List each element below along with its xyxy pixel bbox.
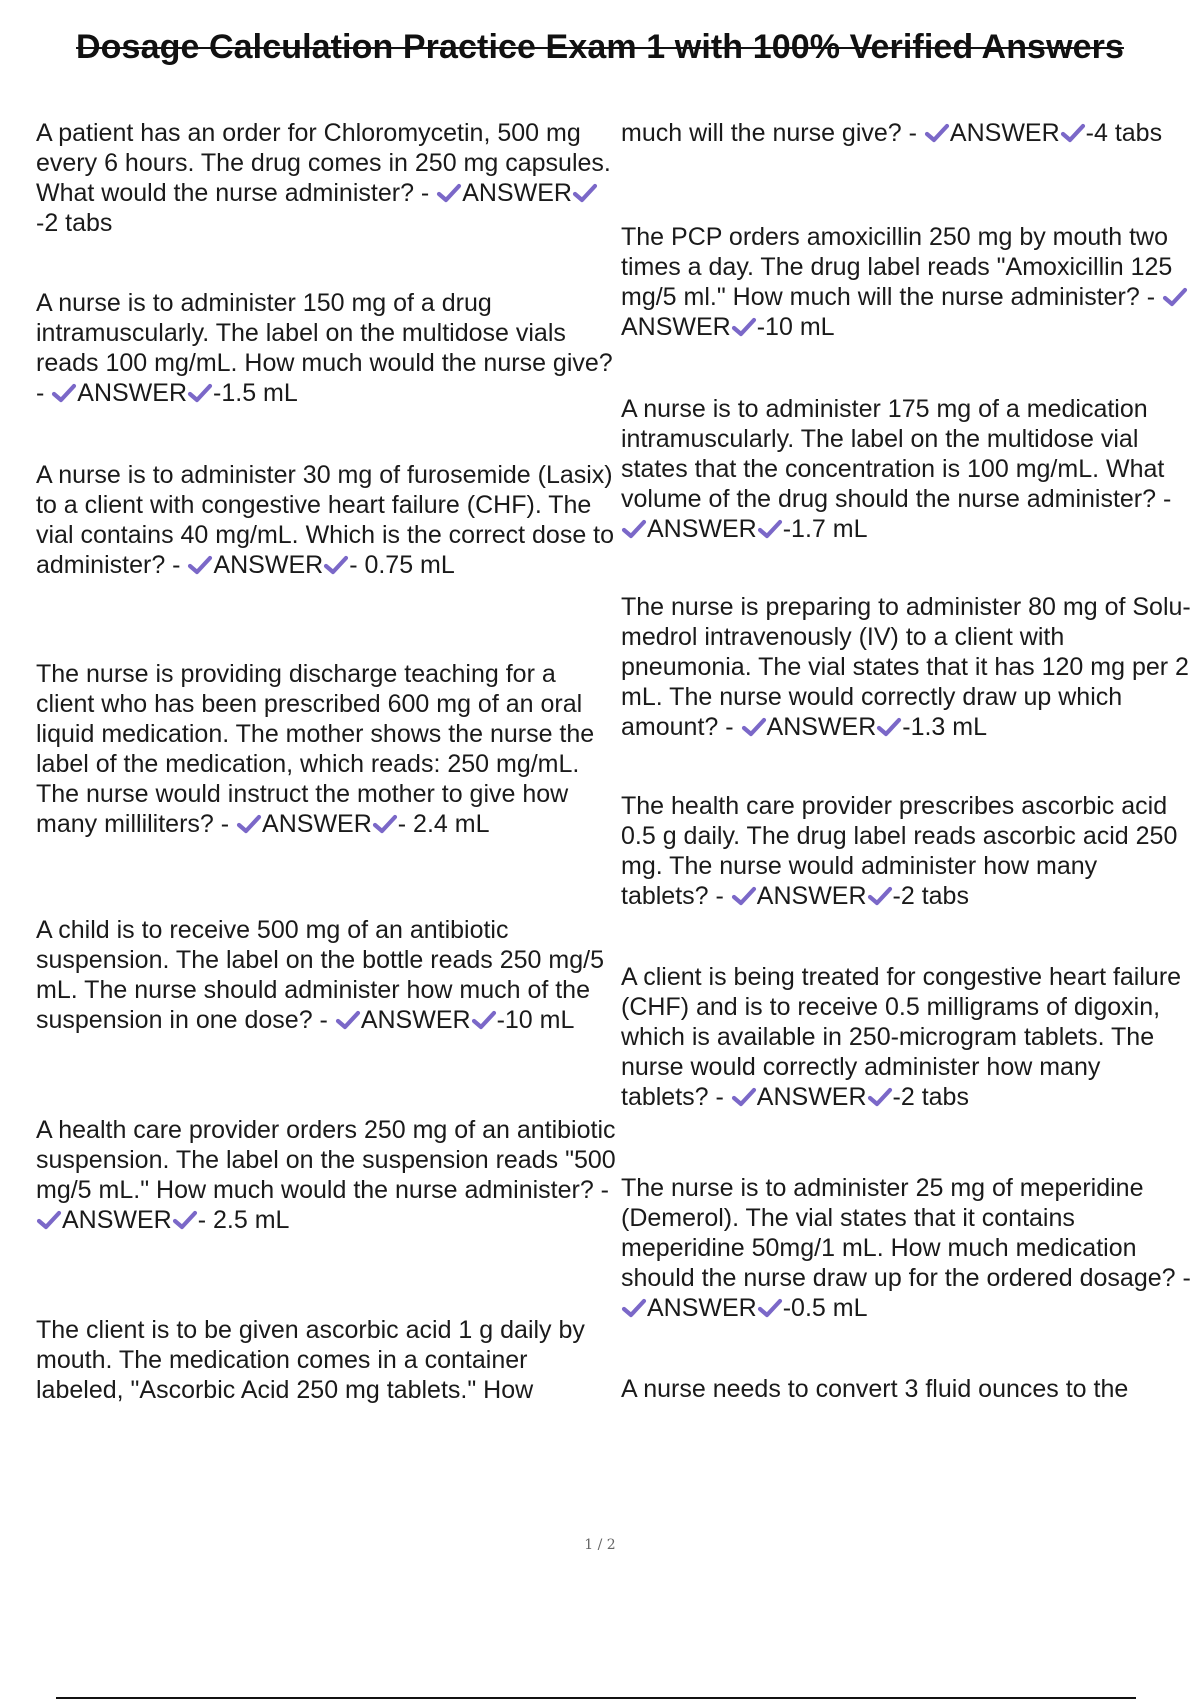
qa-item	[36, 1115, 616, 1235]
answer-value: -1.7 mL	[782, 515, 868, 543]
answer-value: -2 tabs	[892, 1083, 969, 1111]
answer-label: ANSWER	[756, 882, 867, 910]
question-text: A client is being treated for congestive heart failure (CHF) and is to receive 0.5 milligrams of digoxin, which is available in 250-microgram tablets. The nurse would correctly administer how many tablets? -	[621, 963, 1182, 1111]
checkmark-icon	[335, 1009, 361, 1031]
answer-label: ANSWER	[621, 313, 731, 341]
checkmark-icon	[731, 316, 757, 338]
question-text: A child is to receive 500 mg of an antibiotic suspension. The label on the bottle reads 250 mg/5 mL. The nurse should administer how much of the suspension in one dose? -	[36, 916, 604, 1034]
checkmark-icon	[323, 554, 349, 576]
checkmark-icon	[731, 1086, 757, 1108]
answer-label: ANSWER	[262, 810, 372, 838]
checkmark-icon	[436, 182, 462, 204]
question-text: The nurse is providing discharge teaching for a client who has been prescribed 600 mg of an oral liquid medication. The mother shows the nurse the label of the medication, which reads: 250 mg/mL. The nurse would instruct the mother to give how many milliliters? -	[36, 660, 595, 838]
checkmark-icon	[731, 885, 757, 907]
answer-value: - 2.5 mL	[197, 1206, 290, 1234]
answer-label: ANSWER	[647, 515, 757, 543]
checkmark-icon	[876, 716, 902, 738]
answer-value: - 0.75 mL	[349, 551, 455, 579]
question-text: The nurse is preparing to administer 80 mg of Solu-medrol intravenously (IV) to a client with pneumonia. The vial states that it has 120 mg per 2 mL. The nurse would correctly draw up which amount? -	[621, 593, 1191, 741]
answer-label: ANSWER	[462, 179, 572, 207]
checkmark-icon	[924, 122, 950, 144]
question-text: A patient has an order for Chloromycetin, 500 mg every 6 hours. The drug comes in 250 mg capsules. What would the nurse administer? -	[36, 119, 611, 207]
qa-item	[621, 592, 1191, 742]
answer-value: -1.3 mL	[902, 713, 988, 741]
qa-item	[36, 659, 616, 839]
answer-value: - 2.4 mL	[397, 810, 490, 838]
question-text: The PCP orders amoxicillin 250 mg by mouth two times a day. The drug label reads "Amoxicillin 125 mg/5 ml." How much will the nurse administer? -	[621, 223, 1173, 311]
answer-value: -1.5 mL	[213, 379, 298, 407]
qa-item	[621, 118, 1191, 148]
question-text: much will the nurse give? -	[621, 119, 917, 147]
question-text: A nurse is to administer 30 mg of furosemide (Lasix) to a client with congestive heart failure (CHF). The vial contains 40 mg/mL. Which is the correct dose to administer? -	[36, 461, 615, 579]
answer-value: -2 tabs	[36, 209, 113, 237]
qa-item	[621, 1173, 1191, 1323]
answer-label: ANSWER	[360, 1006, 471, 1034]
bottom-rule	[56, 1697, 1136, 1699]
document-title: Dosage Calculation Practice Exam 1 with 100% Verified Answers	[76, 28, 1124, 66]
answer-label: ANSWER	[77, 379, 188, 407]
answer-label: ANSWER	[766, 713, 877, 741]
answer-value: -10 mL	[756, 313, 835, 341]
checkmark-icon	[372, 813, 398, 835]
checkmark-icon	[741, 716, 767, 738]
qa-item	[36, 460, 616, 580]
checkmark-icon	[757, 518, 783, 540]
qa-item	[36, 288, 616, 408]
checkmark-icon	[172, 1209, 198, 1231]
checkmark-icon	[187, 382, 213, 404]
answer-label: ANSWER	[647, 1294, 757, 1322]
qa-item	[36, 118, 616, 238]
checkmark-icon	[1162, 286, 1188, 308]
qa-item	[36, 915, 616, 1035]
qa-item	[36, 1315, 616, 1405]
answer-value: -4 tabs	[1085, 119, 1163, 147]
checkmark-icon	[867, 885, 893, 907]
checkmark-icon	[867, 1086, 893, 1108]
checkmark-icon	[51, 382, 77, 404]
qa-item	[621, 394, 1191, 544]
checkmark-icon	[187, 554, 213, 576]
answer-value: -2 tabs	[892, 882, 969, 910]
answer-value: -0.5 mL	[782, 1294, 868, 1322]
answer-label: ANSWER	[62, 1206, 172, 1234]
answer-label: ANSWER	[949, 119, 1060, 147]
checkmark-icon	[471, 1009, 497, 1031]
checkmark-icon	[621, 518, 647, 540]
checkmark-icon	[621, 1297, 647, 1319]
question-text: A nurse is to administer 175 mg of a medication intramuscularly. The label on the multidose vial states that the concentration is 100 mg/mL. What volume of the drug should the nurse administer? -	[621, 395, 1172, 513]
checkmark-icon	[757, 1297, 783, 1319]
page-number: 1 / 2	[584, 1537, 616, 1553]
qa-item	[621, 222, 1191, 342]
answer-label: ANSWER	[756, 1083, 867, 1111]
question-text: The health care provider prescribes ascorbic acid 0.5 g daily. The drug label reads ascorbic acid 250 mg. The nurse would administer how many tablets? -	[621, 792, 1178, 910]
question-text: The nurse is to administer 25 mg of meperidine (Demerol). The vial states that it contains meperidine 50mg/1 mL. How much medication should the nurse draw up for the ordered dosage? -	[621, 1174, 1191, 1292]
checkmark-icon	[572, 182, 598, 204]
checkmark-icon	[36, 1209, 62, 1231]
qa-item	[621, 962, 1191, 1112]
checkmark-icon	[1060, 122, 1086, 144]
qa-item	[621, 791, 1191, 911]
answer-label: ANSWER	[213, 551, 324, 579]
question-text: A nurse needs to convert 3 fluid ounces to the	[621, 1375, 1129, 1403]
answer-value: -10 mL	[496, 1006, 575, 1034]
qa-item	[621, 1374, 1191, 1404]
question-text: A nurse is to administer 150 mg of a drug intramuscularly. The label on the multidose vials reads 100 mg/mL. How much would the nurse give? -	[36, 289, 613, 407]
checkmark-icon	[236, 813, 262, 835]
question-text: The client is to be given ascorbic acid 1 g daily by mouth. The medication comes in a container labeled, "Ascorbic Acid 250 mg tablets." How	[36, 1316, 585, 1404]
question-text: A health care provider orders 250 mg of an antibiotic suspension. The label on the suspension reads "500 mg/5 mL." How much would the nurse administer? -	[36, 1116, 616, 1204]
